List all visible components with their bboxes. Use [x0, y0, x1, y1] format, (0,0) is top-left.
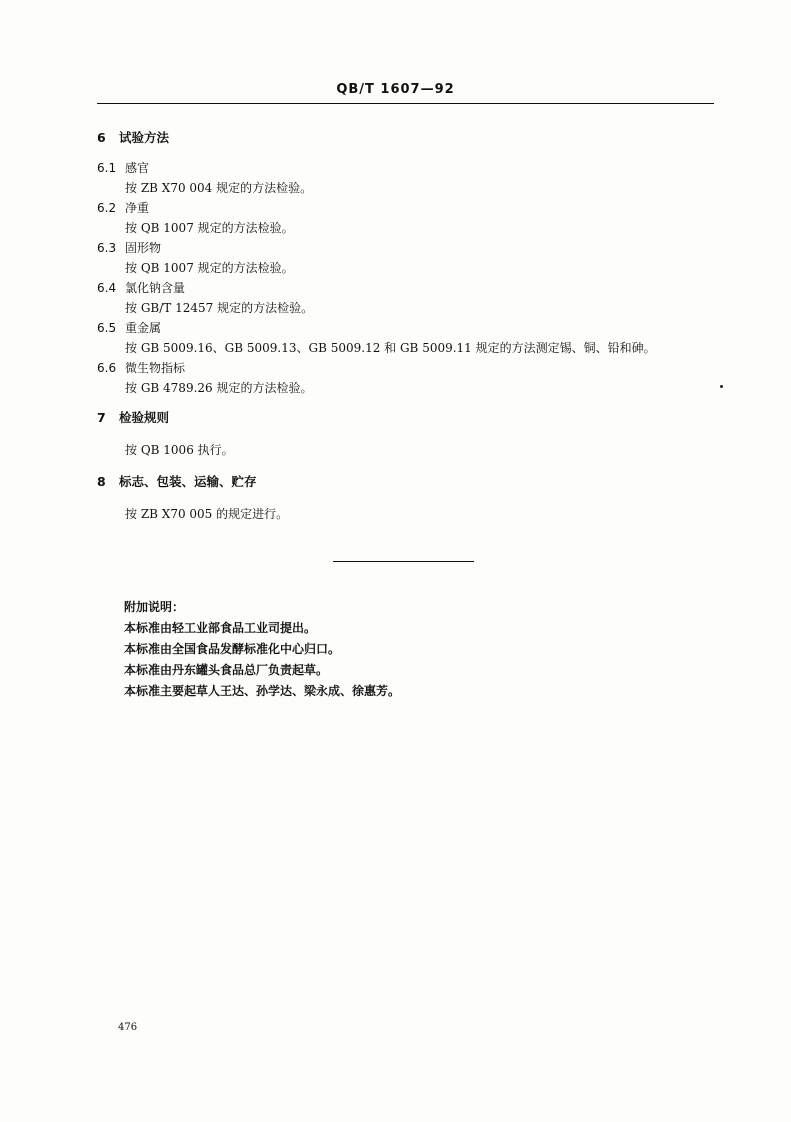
subsection-number: 6.2	[97, 201, 117, 215]
subsection-6-1-text: 按 ZB X70 004 规定的方法检验。	[125, 181, 313, 195]
subsection-6-6-title	[97, 358, 717, 378]
subsection-heading: 固形物	[125, 241, 162, 255]
subsection-heading: 净重	[125, 201, 150, 215]
section-8-title	[97, 472, 717, 492]
subsection-6-1-title	[97, 158, 717, 178]
section-7-text: 按 QB 1006 执行。	[125, 443, 234, 457]
standard-code-header: QB/T 1607—92	[336, 82, 455, 97]
section-heading: 试验方法	[119, 130, 170, 145]
subsection-6-3-text: 按 QB 1007 规定的方法检验。	[125, 261, 294, 275]
note-line: 本标准由丹东罐头食品总厂负责起草。	[124, 663, 329, 677]
subsection-6-2-title	[97, 198, 717, 218]
section-divider	[333, 561, 474, 562]
subsection-heading: 感官	[125, 161, 150, 175]
subsection-number: 6.1	[97, 161, 117, 175]
subsection-heading: 氯化钠含量	[125, 281, 186, 295]
subsection-number: 6.5	[97, 321, 117, 335]
note-line: 本标准由全国食品发酵标准化中心归口。	[124, 642, 341, 656]
subsection-6-5-title	[97, 318, 717, 338]
header-rule	[97, 103, 714, 104]
main-content	[97, 128, 717, 524]
subsection-6-4-text: 按 GB/T 12457 规定的方法检验。	[125, 301, 314, 315]
section-8-text: 按 ZB X70 005 的规定进行。	[125, 507, 289, 521]
section-number: 6	[97, 130, 106, 145]
subsection-6-5-text: 按 GB 5009.16、GB 5009.13、GB 5009.12 和 GB 5009.11 规定的方法测定锡、铜、铅和砷。	[125, 341, 656, 355]
section-7-title	[97, 408, 717, 428]
subsection-6-2-text: 按 QB 1007 规定的方法检验。	[125, 221, 294, 235]
subsection-number: 6.4	[97, 281, 117, 295]
additional-notes	[124, 597, 684, 702]
subsection-6-4-title	[97, 278, 717, 298]
subsection-number: 6.3	[97, 241, 117, 255]
subsection-heading: 微生物指标	[125, 361, 186, 375]
page-number: 476	[118, 1022, 138, 1033]
subsection-6-3-title	[97, 238, 717, 258]
section-6-title	[97, 128, 717, 148]
notes-title: 附加说明：	[124, 600, 185, 614]
note-line: 本标准由轻工业部食品工业司提出。	[124, 621, 317, 635]
section-number: 8	[97, 474, 106, 489]
note-line: 本标准主要起草人王达、孙学达、梁永成、徐惠芳。	[124, 684, 401, 698]
section-heading: 标志、包装、运输、贮存	[119, 474, 257, 489]
subsection-heading: 重金属	[125, 321, 162, 335]
subsection-6-6-text: 按 GB 4789.26 规定的方法检验。	[125, 381, 313, 395]
subsection-number: 6.6	[97, 361, 117, 375]
section-number: 7	[97, 410, 106, 425]
scan-speck	[720, 385, 723, 388]
section-heading: 检验规则	[119, 410, 170, 425]
